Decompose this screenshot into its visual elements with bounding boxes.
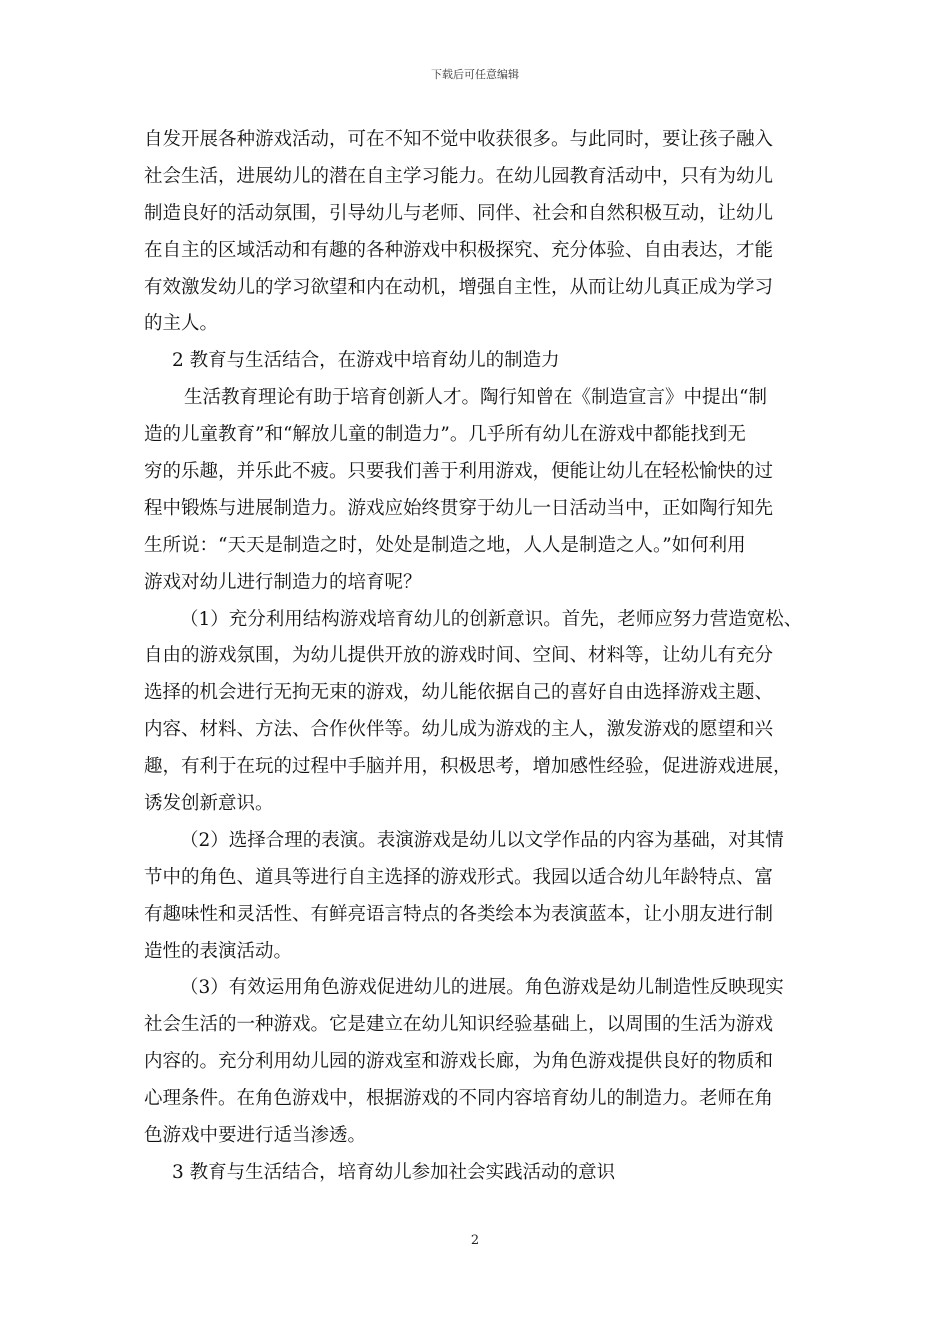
paragraph-item-1 — [144, 602, 810, 823]
text-line: 有效激发幼儿的学习欲望和内在动机，增强自主性，从而让幼儿真正成为学习 — [144, 276, 774, 298]
text-line: 游戏对幼儿进行制造力的培育呢？ — [144, 571, 422, 593]
text-line: 程中锻炼与进展制造力。游戏应始终贯穿于幼儿一日活动当中，正如陶行知先 — [144, 497, 774, 519]
text-line: 自由的游戏氛围，为幼儿提供开放的游戏时间、空间、材料等，让幼儿有充分 — [144, 645, 774, 667]
text-line: 有趣味性和灵活性、有鲜亮语言特点的各类绘本为表演蓝本，让小朋友进行制 — [144, 903, 774, 925]
text-line: 的主人。 — [144, 313, 219, 335]
paragraph-creativity-theory — [144, 380, 810, 601]
text-line: 社会生活的一种游戏。它是建立在幼儿知识经验基础上，以周围的生活为游戏 — [144, 1014, 774, 1036]
text-line: 穷的乐趣，并乐此不疲。只要我们善于利用游戏，便能让幼儿在轻松愉快的过 — [144, 461, 774, 483]
text-line: 造性的表演活动。 — [144, 940, 293, 962]
text-line: 生所说：“天天是制造之时，处处是制造之地，人人是制造之人。”如何利用 — [144, 534, 746, 556]
text-line: 自发开展各种游戏活动，可在不知不觉中收获很多。与此同时，要让孩子融入 — [144, 129, 774, 150]
page-number: 2 — [470, 1233, 480, 1248]
text-line: 色游戏中要进行适当渗透。 — [144, 1125, 367, 1147]
section-heading-2 — [144, 343, 810, 380]
text-line: 内容、材料、方法、合作伙伴等。幼儿成为游戏的主人，激发游戏的愿望和兴 — [144, 719, 774, 741]
text-line: 在自主的区域活动和有趣的各种游戏中积极探究、充分体验、自由表达，才能 — [144, 239, 774, 261]
text-line: （3）有效运用角色游戏促进幼儿的进展。角色游戏是幼儿制造性反映现实 — [180, 977, 784, 999]
paragraph-continuation — [144, 122, 810, 343]
text-line: 选择的机会进行无拘无束的游戏，幼儿能依据自己的喜好自由选择游戏主题、 — [144, 682, 774, 704]
document-body — [144, 122, 810, 1192]
text-line: 造的儿童教育”和“解放儿童的制造力”。几乎所有幼儿在游戏中都能找到无 — [144, 424, 746, 446]
paragraph-item-2 — [144, 823, 810, 971]
text-line: （2）选择合理的表演。表演游戏是幼儿以文学作品的内容为基础，对其情 — [180, 829, 784, 851]
page-header: 下载后可任意编辑 — [431, 68, 519, 81]
text-line: 制造良好的活动氛围，引导幼儿与老师、同伴、社会和自然积极互动，让幼儿 — [144, 202, 774, 224]
paragraph-item-3 — [144, 970, 810, 1154]
text-line: 节中的角色、道具等进行自主选择的游戏形式。我园以适合幼儿年龄特点、富 — [144, 866, 774, 888]
text-line: 生活教育理论有助于培育创新人才。陶行知曾在《制造宣言》中提出“制 — [184, 387, 767, 409]
text-line: 心理条件。在角色游戏中，根据游戏的不同内容培育幼儿的制造力。老师在角 — [144, 1088, 774, 1110]
text-line: （1）充分利用结构游戏培育幼儿的创新意识。首先，老师应努力营造宽松、 — [180, 608, 803, 630]
heading-line: 3 教育与生活结合，培育幼儿参加社会实践活动的意识 — [172, 1161, 616, 1183]
text-line: 诱发创新意识。 — [144, 793, 274, 815]
text-line: 趣，有利于在玩的过程中手脑并用，积极思考，增加感性经验，促进游戏进展， — [144, 756, 792, 778]
text-line: 内容的。充分利用幼儿园的游戏室和游戏长廊，为角色游戏提供良好的物质和 — [144, 1051, 774, 1073]
heading-line: 2 教育与生活结合，在游戏中培育幼儿的制造力 — [172, 350, 560, 372]
text-line: 社会生活，进展幼儿的潜在自主学习能力。在幼儿园教育活动中，只有为幼儿 — [144, 165, 774, 187]
section-heading-3 — [144, 1155, 810, 1192]
